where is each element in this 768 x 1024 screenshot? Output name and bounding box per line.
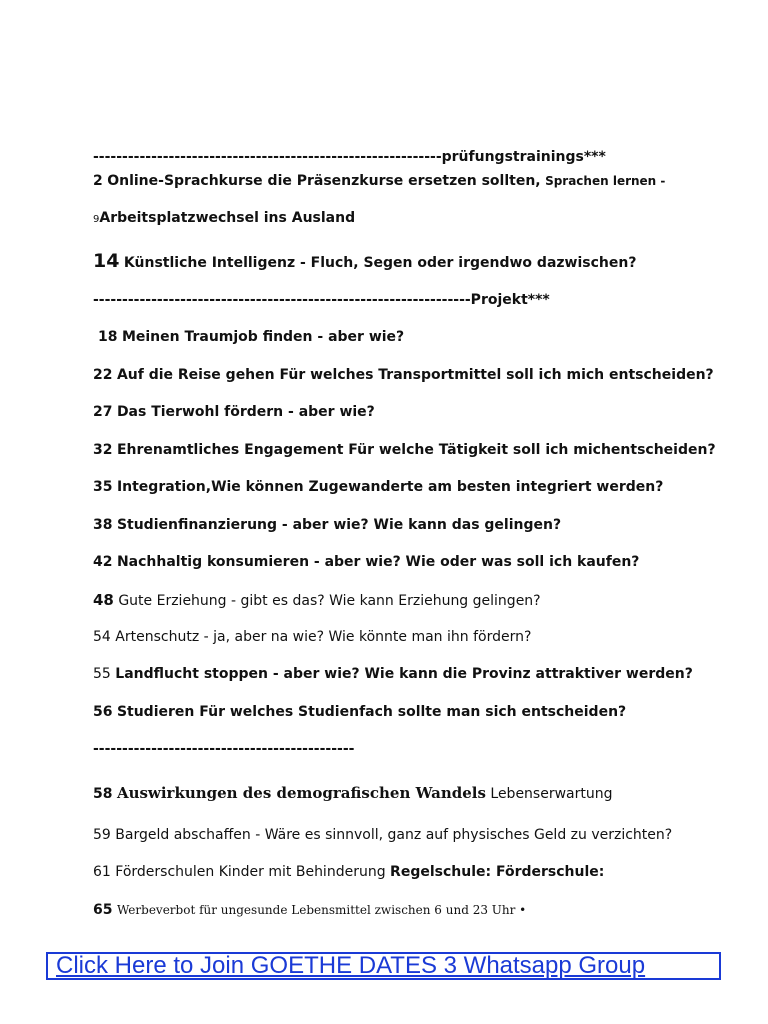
list-item [93, 367, 714, 383]
item-extra: Regelschule: Förderschule: [390, 864, 605, 880]
list-item [93, 784, 613, 802]
item-title: Online-Sprachkurse die Präsenzkurse ersetzen sollten, [107, 173, 541, 189]
item-number: 61 [93, 864, 111, 880]
list-item [93, 629, 531, 645]
item-number: 38 [93, 517, 113, 533]
list-item [93, 902, 526, 918]
list-item [93, 479, 663, 495]
item-title: Künstliche Intelligenz - Fluch, Segen oder irgendwo dazwischen? [123, 255, 637, 271]
item-number: 55 [93, 666, 111, 682]
item-number: 2 [93, 173, 103, 189]
list-item [93, 442, 716, 458]
item-number: 9 [93, 214, 100, 225]
list-item [93, 554, 639, 570]
item-number: 58 [93, 786, 113, 802]
item-title: Studieren Für welches Studienfach sollte man sich entscheiden? [116, 704, 627, 720]
list-item [93, 666, 693, 682]
item-extra: Sprachen lernen - [545, 174, 666, 188]
item-title: Meinen Traumjob finden - aber wie? [121, 329, 405, 345]
section-divider: --------------------------------------------- [93, 741, 355, 757]
list-item [93, 591, 541, 609]
item-title: Das Tierwohl fördern - aber wie? [116, 404, 375, 420]
item-number: 59 [93, 827, 111, 843]
item-title: Bargeld abschaffen - Wäre es sinnvoll, ganz auf physisches Geld zu verzichten? [115, 827, 673, 843]
item-number: 42 [93, 554, 113, 570]
item-number: 48 [93, 591, 114, 609]
item-title: Werbeverbot für ungesunde Lebensmittel zwischen 6 und 23 Uhr • [116, 903, 527, 917]
item-number: 18 [98, 329, 118, 345]
list-item [93, 404, 375, 420]
section-header-projekt: -----------------------------------------------------------------Projekt*** [93, 292, 550, 308]
item-number: 65 [93, 902, 113, 918]
item-title: Landflucht stoppen - aber wie? Wie kann die Provinz attraktiver werden? [115, 666, 693, 682]
item-number: 54 [93, 629, 111, 645]
item-title: Integration,Wie können Zugewanderte am besten integriert werden? [116, 479, 664, 495]
item-number: 32 [93, 442, 113, 458]
list-item [93, 173, 665, 189]
item-title: Auswirkungen des demografischen Wandels [116, 784, 486, 802]
list-item [93, 250, 636, 272]
item-title: Arbeitsplatzwechsel ins Ausland [99, 210, 356, 226]
list-item [93, 827, 672, 843]
item-number: 14 [93, 250, 120, 272]
item-extra: Lebenserwartung [490, 786, 613, 802]
whatsapp-group-link[interactable]: Click Here to Join GOETHE DATES 3 Whatsapp Group [56, 952, 646, 979]
list-item [93, 210, 355, 226]
item-title: Gute Erziehung - gibt es das? Wie kann Erziehung gelingen? [118, 593, 541, 609]
item-title: Ehrenamtliches Engagement Für welche Tätigkeit soll ich michentscheiden? [116, 442, 716, 458]
item-number: 22 [93, 367, 113, 383]
list-item [93, 517, 561, 533]
list-item [98, 329, 404, 345]
item-title: Förderschulen Kinder mit Behinderung [115, 864, 386, 880]
item-number: 56 [93, 704, 113, 720]
item-title: Auf die Reise gehen Für welches Transportmittel soll ich mich entscheiden? [116, 367, 714, 383]
item-title: Studienfinanzierung - aber wie? Wie kann das gelingen? [116, 517, 562, 533]
item-number: 35 [93, 479, 113, 495]
list-item [93, 864, 604, 880]
item-title: Nachhaltig konsumieren - aber wie? Wie oder was soll ich kaufen? [116, 554, 640, 570]
list-item [93, 704, 626, 720]
item-title: Artenschutz - ja, aber na wie? Wie könnte man ihn fördern? [115, 629, 532, 645]
item-number: 27 [93, 404, 113, 420]
section-header-pruefungstrainings: ------------------------------------------------------------prüfungstrainings*** [93, 149, 606, 165]
